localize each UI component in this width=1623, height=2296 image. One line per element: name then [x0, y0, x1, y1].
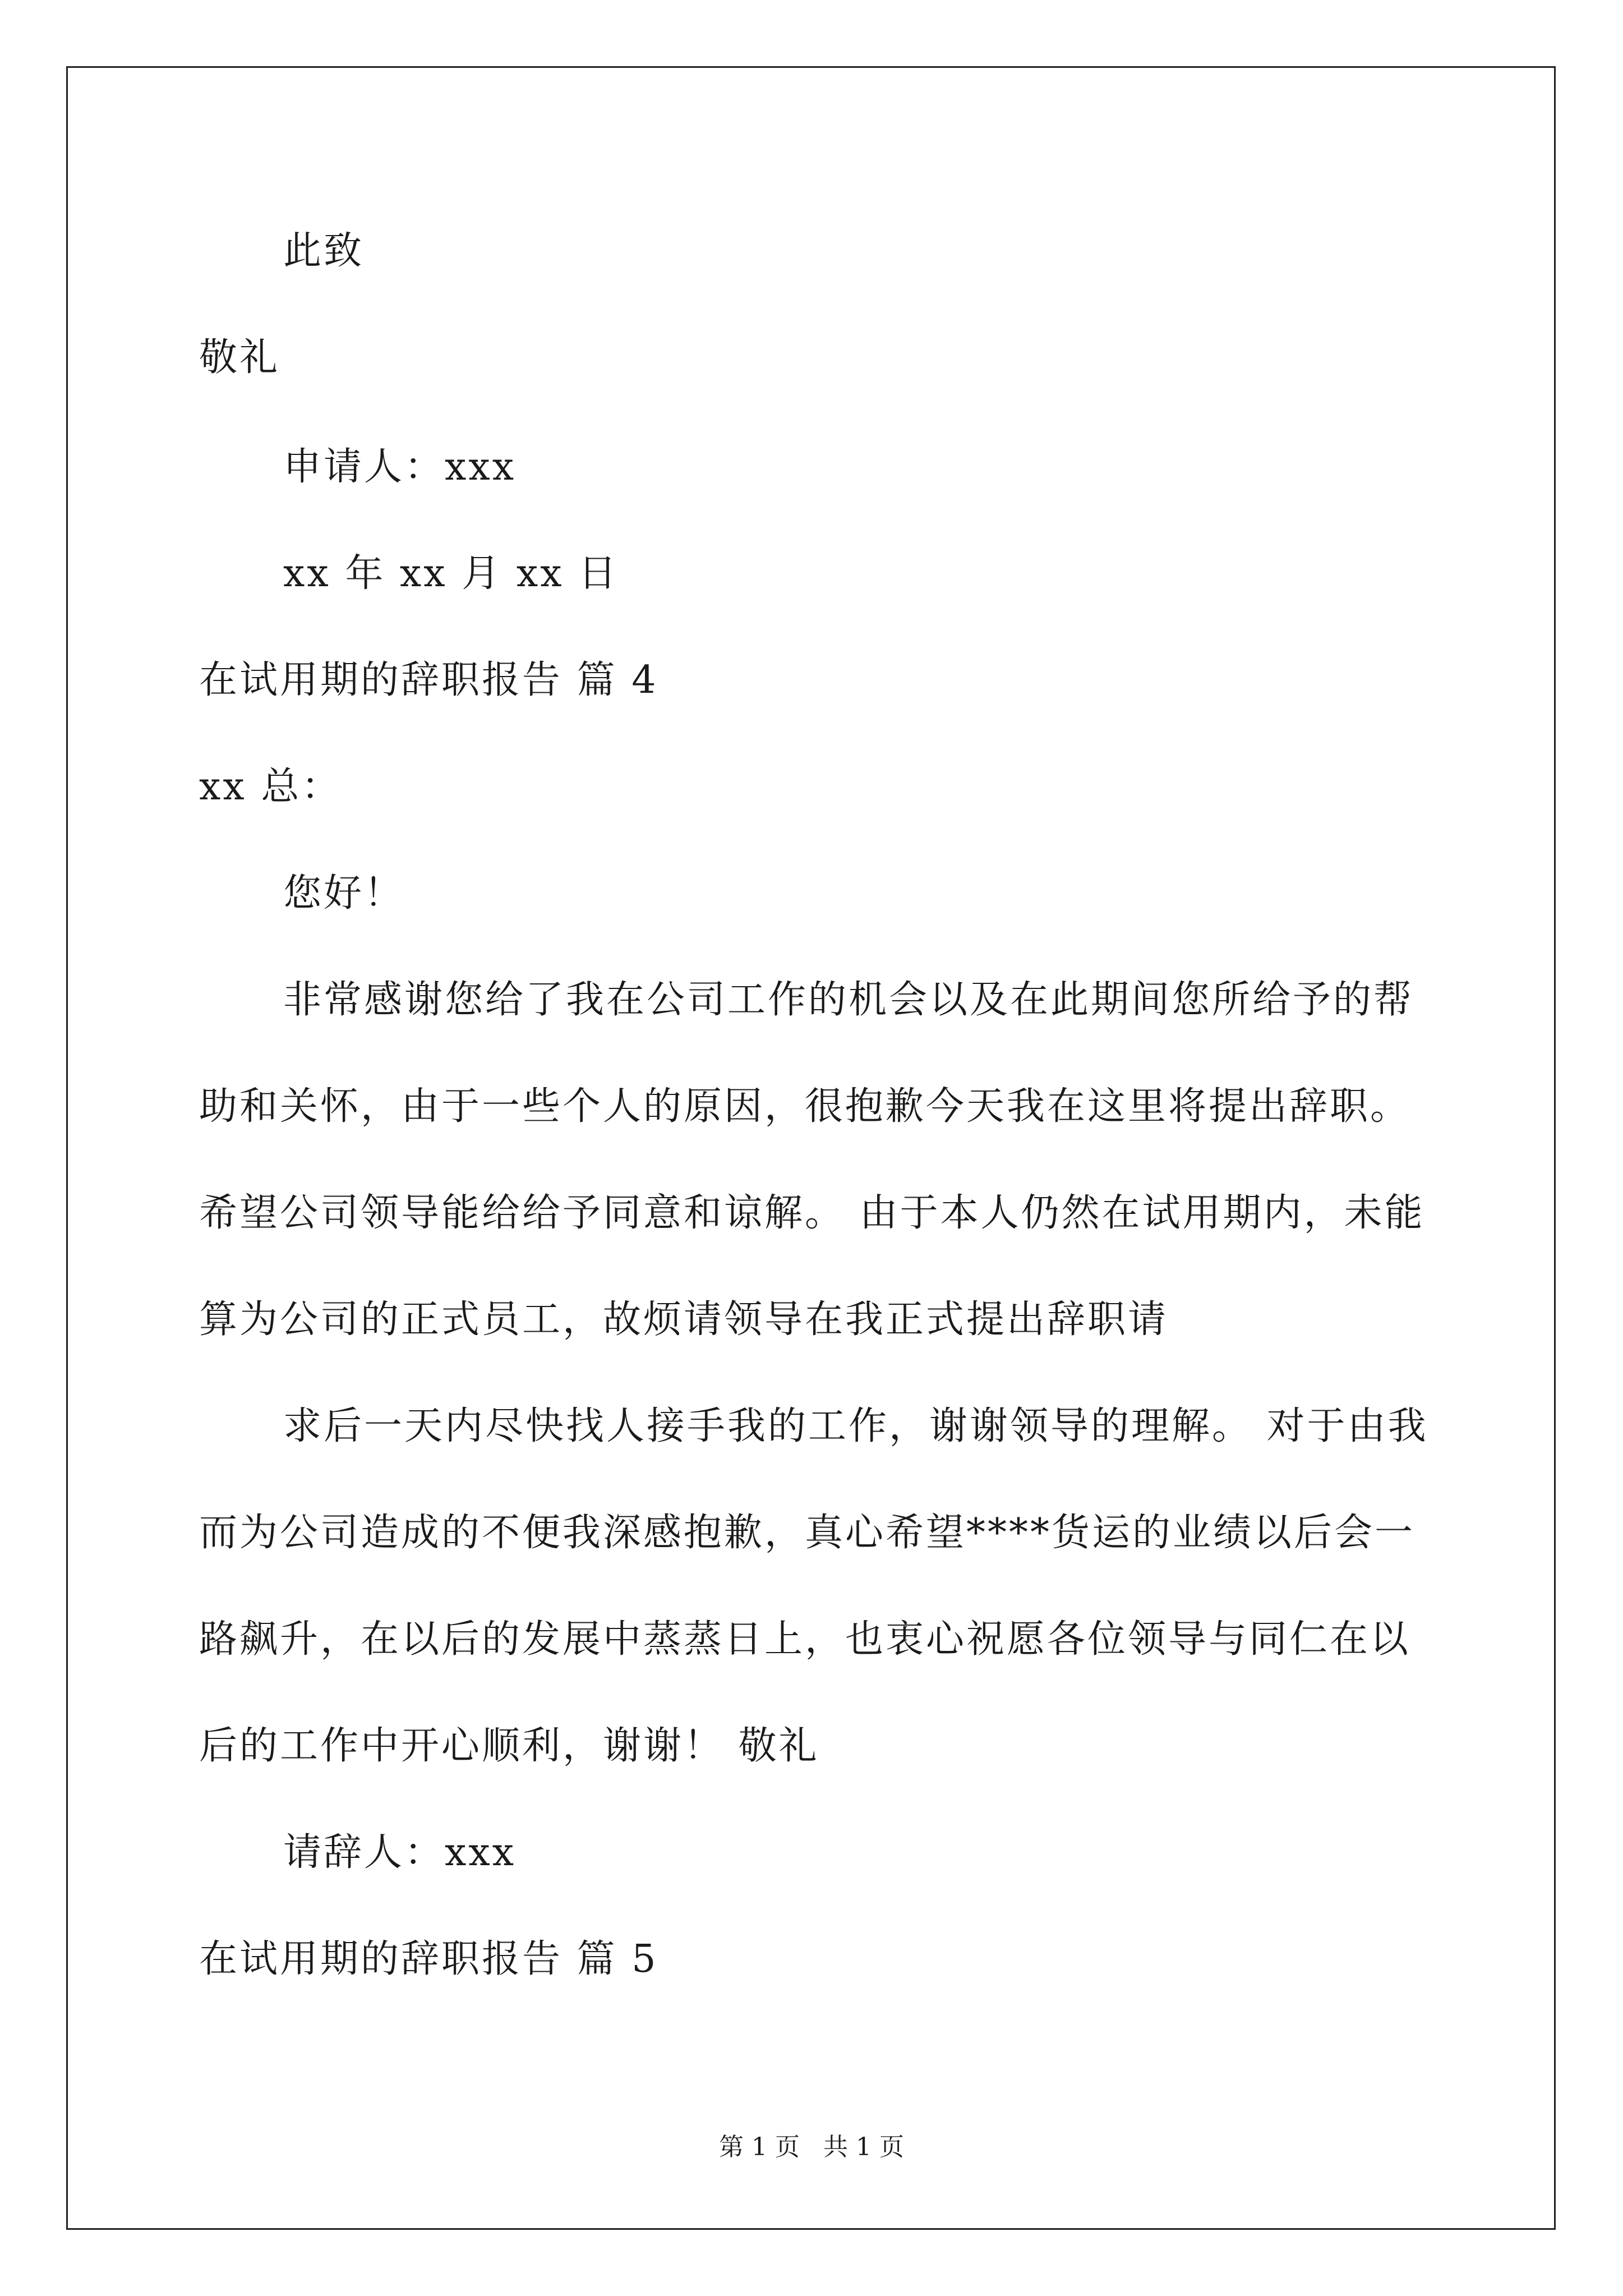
body-paragraph-line: 希望公司领导能给给予同意和谅解。 由于本人仍然在试用期内，未能: [199, 1191, 1425, 1235]
applicant-line: 申请人：xxx: [283, 445, 517, 489]
body-paragraph-line: 助和关怀，由于一些个人的原因，很抱歉今天我在这里将提出辞职。: [199, 1084, 1411, 1129]
closing-regards: 敬礼: [199, 335, 280, 380]
body-paragraph-line: 求后一天内尽快找人接手我的工作，谢谢领导的理解。 对于由我: [283, 1404, 1428, 1448]
body-paragraph-line: 后的工作中开心顺利，谢谢！ 敬礼: [199, 1724, 819, 1768]
body-paragraph-line: 而为公司造成的不便我深感抱歉，真心希望****货运的业绩以后会一: [199, 1511, 1415, 1555]
recipient-line: xx 总：: [199, 765, 342, 809]
body-paragraph-line: 非常感谢您给了我在公司工作的机会以及在此期间您所给予的帮: [283, 978, 1414, 1022]
page-border: [66, 66, 1556, 2230]
section-heading-4: 在试用期的辞职报告 篇 4: [199, 658, 658, 702]
page-number-footer: 第 1 页 共 1 页: [719, 2133, 904, 2161]
body-paragraph-line: 算为公司的正式员工，故烦请领导在我正式提出辞职请: [199, 1297, 1169, 1342]
section-heading-5: 在试用期的辞职报告 篇 5: [199, 1937, 658, 1981]
date-line: xx 年 xx 月 xx 日: [283, 551, 619, 596]
body-paragraph-line: 路飙升，在以后的发展中蒸蒸日上，也衷心祝愿各位领导与同仁在以: [199, 1617, 1411, 1662]
resigner-line: 请辞人：xxx: [283, 1830, 517, 1875]
greeting-line: 您好！: [283, 871, 405, 915]
closing-salutation: 此致: [283, 229, 365, 273]
